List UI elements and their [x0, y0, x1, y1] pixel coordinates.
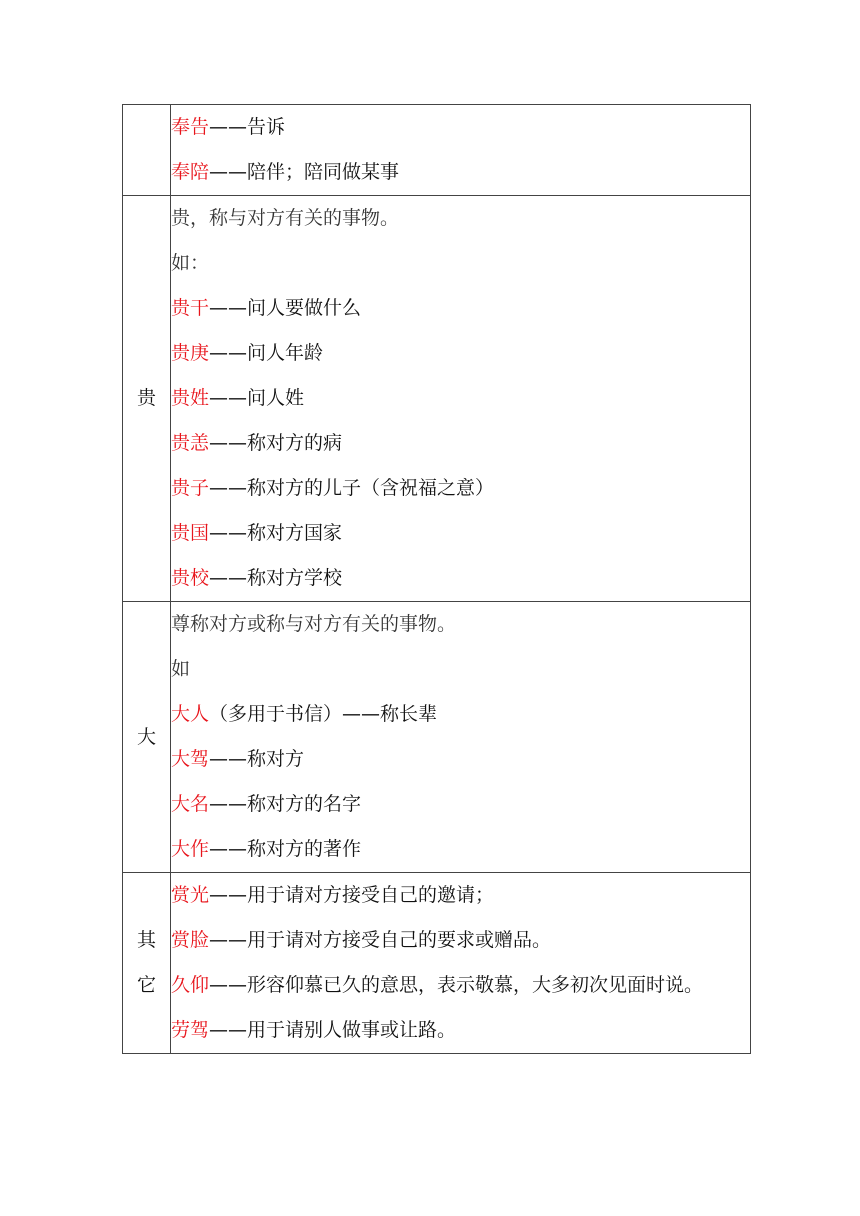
entry-meaning: ——问人姓 — [209, 387, 305, 409]
entry-term: 贵恙 — [171, 432, 210, 454]
entry-term: 赏光 — [171, 884, 210, 906]
entry-line — [171, 511, 750, 556]
entry-term: 久仰 — [171, 974, 210, 996]
entry-meaning: ——用于请对方接受自己的邀请； — [209, 884, 495, 906]
entry-term: 贵国 — [171, 522, 210, 544]
entry-term: 贵干 — [171, 297, 210, 319]
row-char-cell — [123, 196, 171, 602]
entry-line — [171, 737, 750, 782]
row-content-cell — [171, 602, 751, 873]
row-intro: 贵，称与对方有关的事物。 — [171, 207, 400, 229]
entry-meaning: ——陪伴；陪同做某事 — [209, 161, 400, 183]
entry-line — [171, 105, 750, 150]
entry-term: 贵子 — [171, 477, 210, 499]
entry-term: 奉告 — [171, 116, 210, 138]
entry-meaning: ——称对方学校 — [209, 567, 343, 589]
entry-term: 贵校 — [171, 567, 210, 589]
entry-term: 奉陪 — [171, 161, 210, 183]
row-content-cell — [171, 873, 751, 1054]
entry-line — [171, 963, 750, 1008]
entry-line — [171, 692, 750, 737]
entry-term: 贵姓 — [171, 387, 210, 409]
row-content-cell — [171, 196, 751, 602]
honorifics-table — [122, 104, 751, 1054]
row-intro: 尊称对方或称与对方有关的事物。 — [171, 613, 457, 635]
row-char: 贵 — [136, 387, 156, 409]
entry-meaning: ——称对方国家 — [209, 522, 343, 544]
entry-meaning: ——告诉 — [209, 116, 286, 138]
entry-term: 大作 — [171, 838, 210, 860]
table-row — [123, 873, 751, 1054]
row-char-line2: 它 — [136, 974, 156, 996]
entry-line — [171, 376, 750, 421]
entry-line — [171, 421, 750, 466]
entry-meaning: ——称对方 — [209, 748, 305, 770]
row-char-cell — [123, 873, 171, 1054]
entry-term: 大名 — [171, 793, 210, 815]
entry-meaning: （多用于书信）——称长辈 — [209, 703, 438, 725]
entry-meaning: ——称对方的著作 — [209, 838, 362, 860]
entry-term: 贵庚 — [171, 342, 210, 364]
row-intro-example: 如： — [171, 252, 210, 274]
entry-meaning: ——问人要做什么 — [209, 297, 362, 319]
entry-line — [171, 331, 750, 376]
row-intro-example: 如 — [171, 658, 191, 680]
table-row — [123, 196, 751, 602]
table-row — [123, 105, 751, 196]
entry-line — [171, 827, 750, 872]
row-content-cell — [171, 105, 751, 196]
entry-meaning: ——形容仰慕已久的意思，表示敬慕，大多初次见面时说。 — [209, 974, 704, 996]
entry-term: 大驾 — [171, 748, 210, 770]
entry-meaning: ——用于请别人做事或让路。 — [209, 1019, 457, 1041]
table-row — [123, 602, 751, 873]
entry-line — [171, 286, 750, 331]
entry-term: 劳驾 — [171, 1019, 210, 1041]
entry-line — [171, 150, 750, 195]
entry-line — [171, 873, 750, 918]
entry-line — [171, 782, 750, 827]
entry-line — [171, 918, 750, 963]
entry-line — [171, 466, 750, 511]
entry-term: 赏脸 — [171, 929, 210, 951]
entry-term: 大人 — [171, 703, 210, 725]
row-char: 大 — [136, 725, 156, 748]
row-char-cell — [123, 602, 171, 873]
entry-meaning: ——称对方的病 — [209, 432, 343, 454]
row-char-line1: 其 — [136, 929, 156, 951]
entry-meaning: ——问人年龄 — [209, 342, 324, 364]
entry-line — [171, 556, 750, 601]
entry-meaning: ——称对方的名字 — [209, 793, 362, 815]
row-char-cell — [123, 105, 171, 196]
entry-line — [171, 1008, 750, 1053]
entry-meaning: ——用于请对方接受自己的要求或赠品。 — [209, 929, 552, 951]
entry-meaning: ——称对方的儿子（含祝福之意） — [209, 477, 495, 499]
